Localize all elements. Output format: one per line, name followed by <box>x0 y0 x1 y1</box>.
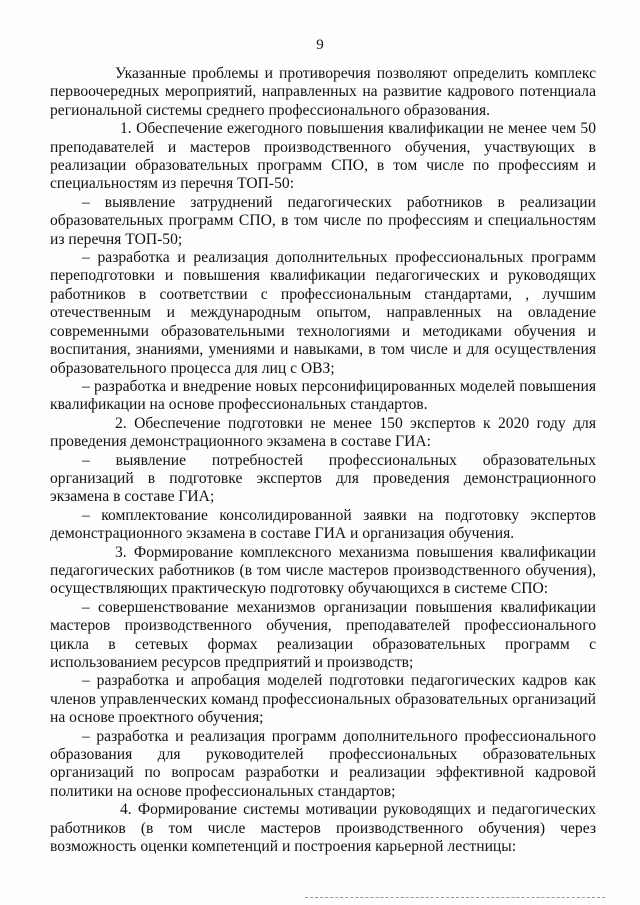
paragraph-item-1-sub-3: – разработка и внедрение новых персонифицированных моделей повышения квалификации на основе профессиональных стандартов. <box>50 377 596 414</box>
paragraph-item-3-sub-1: – совершенствование механизмов организации повышения квалификации мастеров производственного обучения, преподавателей профессионального цикла в сетевых формах реализации образовательных программ с использованием ресурсов предприятий и производств; <box>50 598 596 671</box>
paragraph-item-2-sub-1: – выявление потребностей профессиональных образовательных организаций в подготовке экспертов для проведения демонстрационного экзамена в составе ГИА; <box>50 451 596 506</box>
paragraph-item-1-sub-1: – выявление затруднений педагогических работников в реализации образовательных программ СПО, в том числе по профессиям и специальностям из перечня ТОП-50; <box>50 193 596 248</box>
bottom-divider <box>305 897 605 898</box>
paragraph-item-2: 2. Обеспечение подготовки не менее 150 экспертов к 2020 году для проведения демонстрационного экзамена в составе ГИА: <box>50 414 596 451</box>
page-number: 9 <box>316 37 324 53</box>
paragraph-item-3-sub-3: – разработка и реализация программ дополнительного профессионального образования для руководителей профессиональных образовательных организаций по вопросам разработки и реализации эффективной кадровой политики на основе профессиональных стандартов; <box>50 727 596 800</box>
paragraph-item-3: 3. Формирование комплексного механизма повышения квалификации педагогических работников (в том числе мастеров производственного обучения), осуществляющих практическую подготовку обучающихся в системе СПО: <box>50 543 596 598</box>
document-body <box>50 65 596 856</box>
paragraph-item-1-sub-2: – разработка и реализация дополнительных профессиональных программ переподготовки и повышения квалификации педагогических и руководящих работников в соответствии с профессиональным стандартами, , лучшим отечественным и международным опытом, направленных на овладение современными образовательными технологиями и методиками обучения и воспитания, знаниями, умениями и навыками, в том числе и для осуществления образовательного процесса для лиц с ОВЗ; <box>50 249 596 377</box>
paragraph-item-4: 4. Формирование системы мотивации руководящих и педагогических работников (в том числе мастеров производственного обучения) через возможность оценки компетенций и построения карьерной лестницы: <box>50 801 596 856</box>
paragraph-intro: Указанные проблемы и противоречия позволяют определить комплекс первоочередных мероприятий, направленных на развитие кадрового потенциала региональной системы среднего профессионального образования. <box>50 65 596 119</box>
paragraph-item-3-sub-2: – разработка и апробация моделей подготовки педагогических кадров как членов управленческих команд профессиональных образовательных организаций на основе проектного обучения; <box>50 672 596 727</box>
paragraph-item-2-sub-2: – комплектование консолидированной заявки на подготовку экспертов демонстрационного экзамена в составе ГИА и организация обучения. <box>50 506 596 543</box>
paragraph-item-1: 1. Обеспечение ежегодного повышения квалификации не менее чем 50 преподавателей и мастеров производственного обучения, участвующих в реализации образовательных программ СПО, в том числе по профессиям и специальностям из перечня ТОП-50: <box>50 120 596 193</box>
